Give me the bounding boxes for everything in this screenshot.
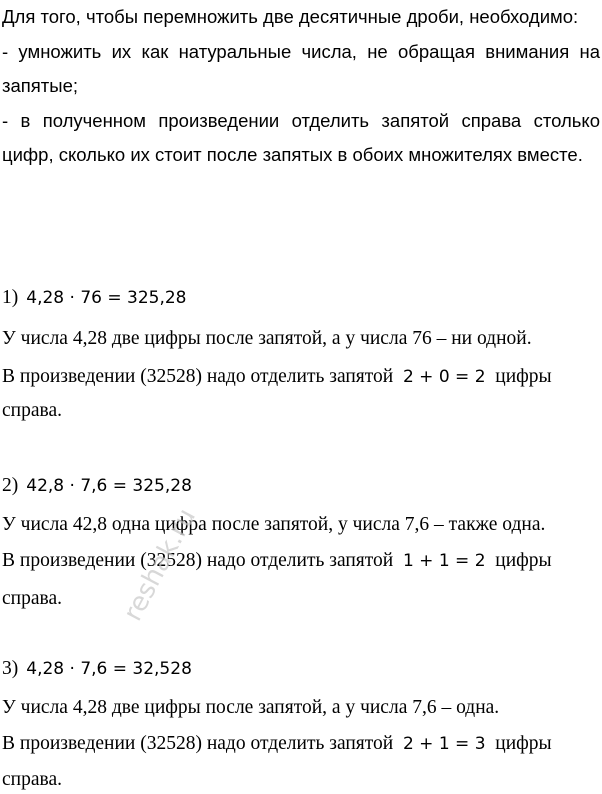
- rule-comma: - в полученном произведении отделить запятой справа столько цифр, сколько их стоит после запятых в обоих множителях вместе.: [2, 109, 600, 166]
- example-2-equation: 42,8 · 7,6 = 325,28: [26, 476, 192, 496]
- example-3-number: 3): [2, 658, 19, 679]
- example-1-product-line: [2, 366, 552, 388]
- example-3-explanation: У числа 4,28 две цифры после запятой, а у числа 7,6 – одна.: [2, 697, 500, 718]
- example-3-equation: 4,28 · 7,6 = 32,528: [26, 659, 192, 679]
- rule-multiply: - умножить их как натуральные числа, не обращая внимания на запятые;: [2, 40, 600, 97]
- example-1-last-word: справа.: [2, 400, 62, 421]
- example-3-last-word: справа.: [2, 769, 62, 790]
- example-2-product-suffix: цифры: [495, 550, 552, 571]
- example-1-equation: 4,28 · 76 = 325,28: [26, 288, 187, 308]
- example-2-product-sum: 1 + 1 = 2: [402, 551, 486, 571]
- example-2-explanation: У числа 42,8 одна цифра после запятой, у числа 7,6 – также одна.: [2, 514, 546, 535]
- example-3-product-suffix: цифры: [495, 733, 552, 754]
- example-1-number: 1): [2, 287, 19, 308]
- example-2-product-prefix: В произведении (32528) надо отделить запятой: [2, 550, 394, 571]
- example-1-product-prefix: В произведении (32528) надо отделить запятой: [2, 366, 394, 387]
- example-3-heading: [2, 658, 192, 680]
- example-1-product-suffix: цифры: [495, 366, 552, 387]
- example-2-heading: [2, 475, 192, 497]
- intro-paragraph: Для того, чтобы перемножить две десятичные дроби, необходимо:: [2, 6, 579, 27]
- watermark: reshak.ru: [118, 503, 203, 627]
- example-2-number: 2): [2, 475, 19, 496]
- example-3-product-line: [2, 733, 552, 755]
- example-1-heading: [2, 287, 186, 309]
- intro-rules: [2, 0, 600, 173]
- example-2-last-word: справа.: [2, 588, 62, 609]
- example-1-explanation: У числа 4,28 две цифры после запятой, а у числа 76 – ни одной.: [2, 328, 532, 349]
- example-1-product-sum: 2 + 0 = 2: [402, 367, 486, 387]
- example-3-product-sum: 2 + 1 = 3: [402, 734, 486, 754]
- example-3-product-prefix: В произведении (32528) надо отделить запятой: [2, 733, 394, 754]
- example-2-product-line: [2, 550, 552, 572]
